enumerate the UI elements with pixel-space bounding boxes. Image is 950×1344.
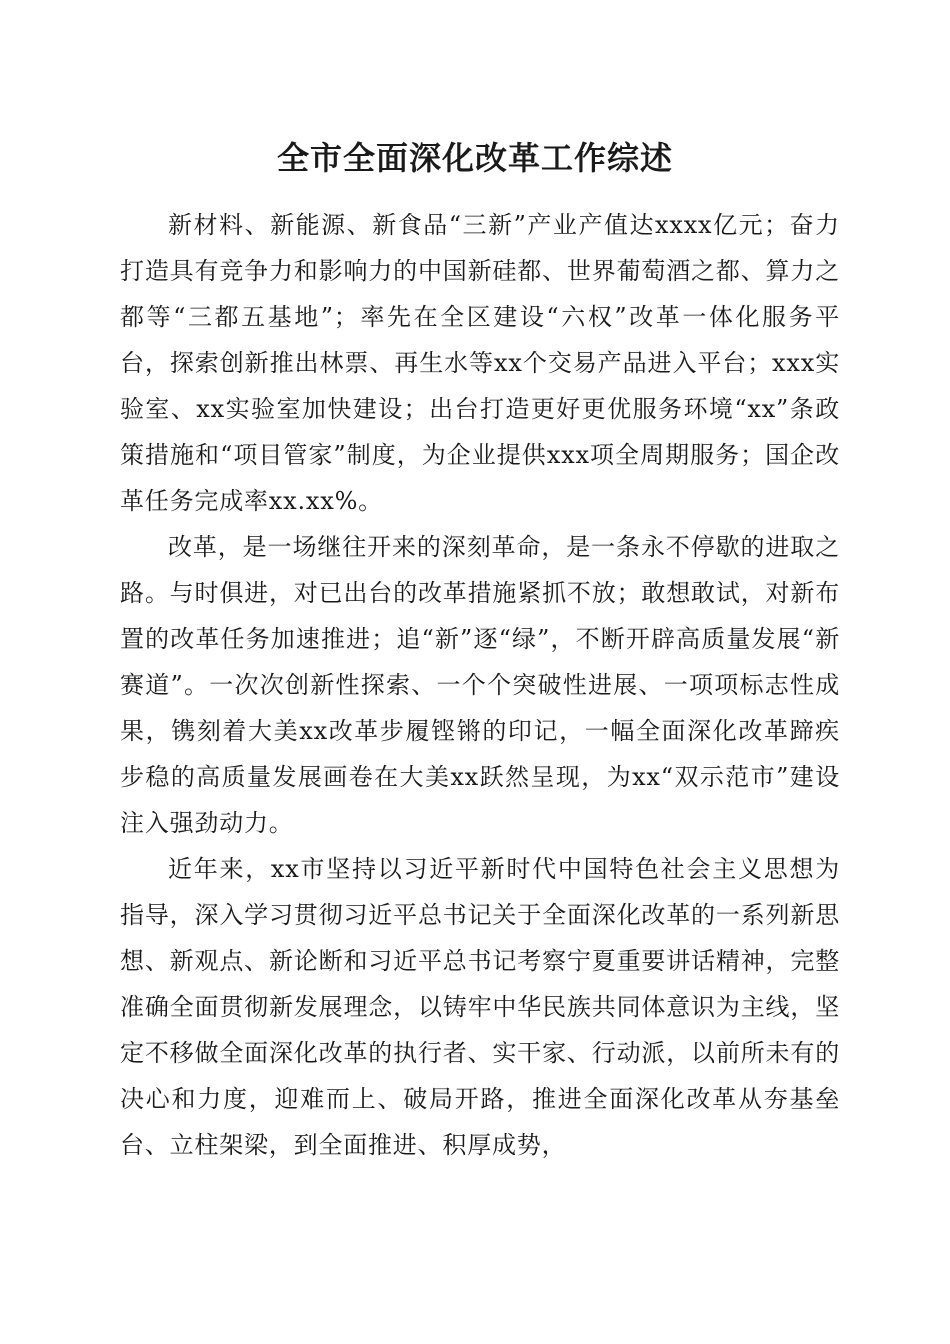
- paragraph-3: 近年来，xx市坚持以习近平新时代中国特色社会主义思想为指导，深入学习贯彻习近平总书记关于全面深化改革的一系列新思想、新观点、新论断和习近平总书记考察宁夏重要讲话精神，完整准确全面贯彻新发展理念，以铸牢中华民族共同体意识为主线，坚定不移做全面深化改革的执行者、实干家、行动派，以前所未有的决心和力度，迎难而上、破局开路，推进全面深化改革从夯基垒台、立柱架梁，到全面推进、积厚成势，: [120, 855, 840, 1159]
- paragraph-2: 改革，是一场继往开来的深刻革命，是一条永不停歇的进取之路。与时俱进，对已出台的改革措施紧抓不放；敢想敢试，对新布置的改革任务加速推进；追“新”逐“绿”，不断开辟高质量发展“新赛道”。一次次创新性探索、一个个突破性进展、一项项标志性成果，镌刻着大美xx改革步履铿锵的印记，一幅全面深化改革蹄疾步稳的高质量发展画卷在大美xx跃然呈现，为xx“双示范市”建设注入强劲动力。: [120, 533, 840, 837]
- document-title: 全市全面深化改革工作综述: [276, 139, 673, 177]
- paragraph-1: 新材料、新能源、新食品“三新”产业产值达xxxx亿元；奋力打造具有竞争力和影响力的中国新硅都、世界葡萄酒之都、算力之都等“三都五基地”；率先在全区建设“六权”改革一体化服务平台，探索创新推出林票、再生水等xx个交易产品进入平台；xxx实验室、xx实验室加快建设；出台打造更好更优服务环境“xx”条政策措施和“项目管家”制度，为企业提供xxx项全周期服务；国企改革任务完成率xx.xx%。: [120, 211, 840, 515]
- document-body: [120, 202, 840, 1168]
